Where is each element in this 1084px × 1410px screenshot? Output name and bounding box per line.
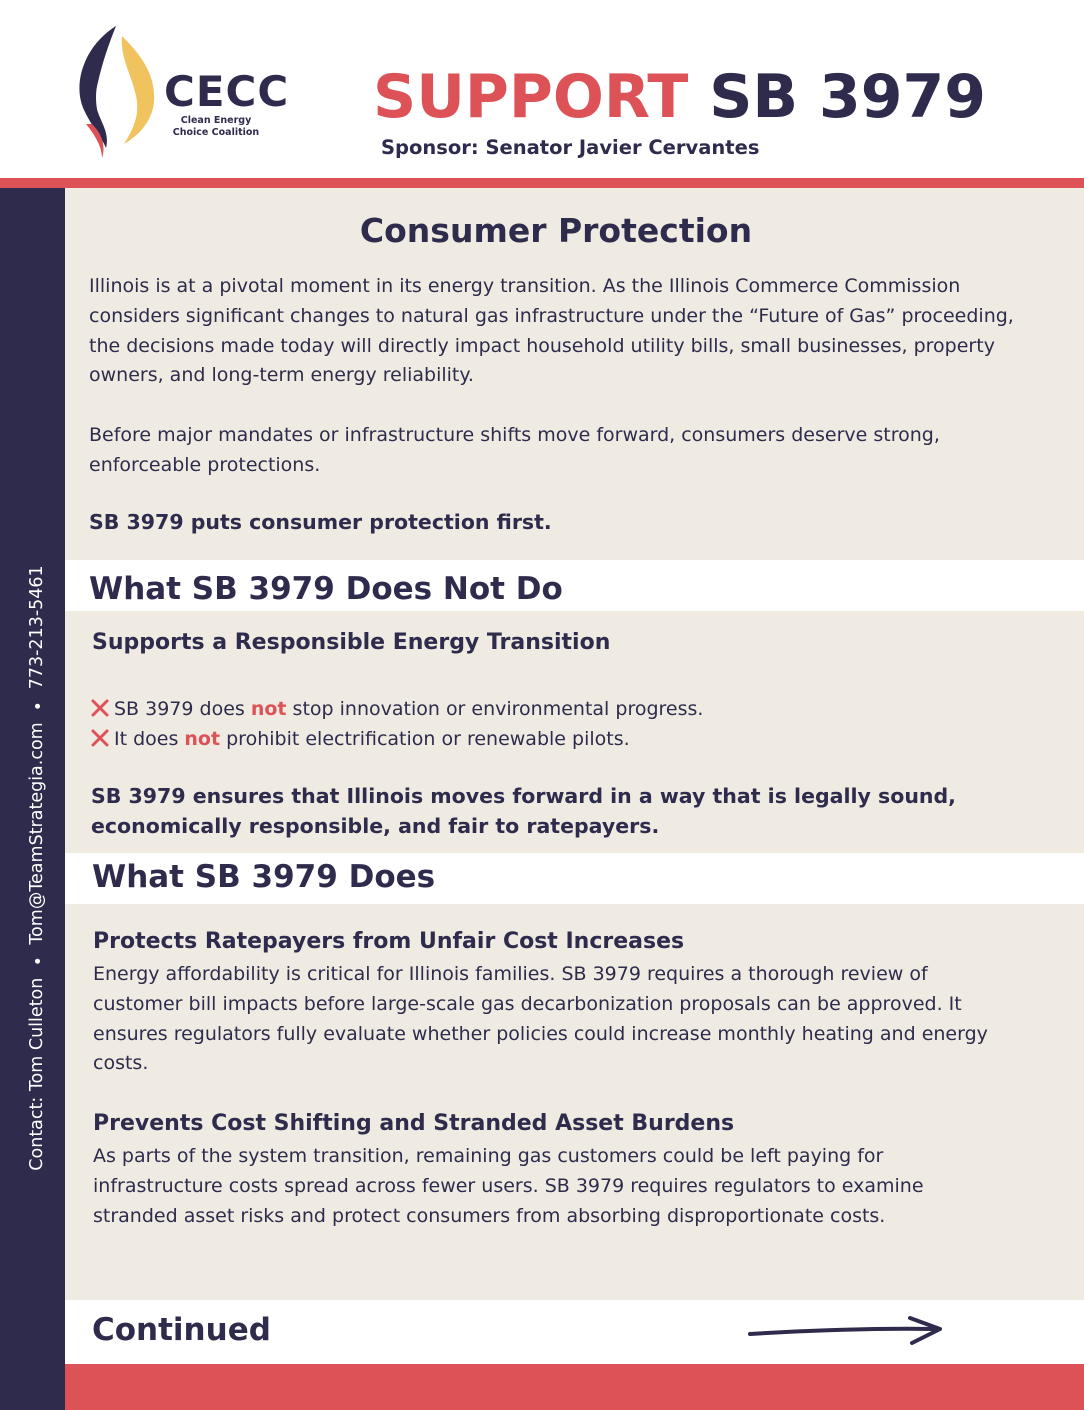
- consumer-first-statement: SB 3979 puts consumer protection first.: [89, 510, 552, 534]
- contact-name: Contact: Tom Culleton: [27, 977, 47, 1171]
- emphasis-not: not: [184, 728, 221, 750]
- transition-statement: SB 3979 ensures that Illinois moves forward in a way that is legally sound, economically responsible, and fair to ratepayers.: [91, 784, 956, 838]
- does-heading: What SB 3979 Does: [92, 859, 436, 895]
- sponsor-line: Sponsor: Senator Javier Cervantes: [381, 136, 760, 159]
- arrow-right-icon[interactable]: [744, 1310, 950, 1350]
- logo-subtitle: Clean Energy Choice Coalition: [172, 115, 260, 138]
- responsible-transition-subheading: Supports a Responsible Energy Transition: [92, 630, 611, 655]
- does-not-heading: What SB 3979 Does Not Do: [89, 571, 563, 607]
- cost-shifting-subheading: Prevents Cost Shifting and Stranded Asset Burdens: [93, 1111, 735, 1136]
- list-item: SB 3979 does not stop innovation or environmental progress.: [91, 694, 703, 724]
- separator-dot: [35, 959, 40, 964]
- continued-label: Continued: [92, 1312, 271, 1348]
- page-header: [0, 0, 1084, 178]
- flame-logo-icon: [76, 24, 166, 159]
- footer-bar: [65, 1364, 1084, 1410]
- contact-email[interactable]: Tom@TeamStrategia.com: [27, 722, 47, 945]
- headline-support: SUPPORT: [373, 62, 689, 132]
- headline: [373, 58, 986, 136]
- contact-phone[interactable]: 773-213-5461: [27, 565, 47, 690]
- header-divider: [0, 178, 1084, 188]
- consumer-protection-heading: Consumer Protection: [359, 211, 753, 250]
- contact-info: [27, 565, 47, 1170]
- does-not-list: [91, 694, 703, 754]
- ratepayers-subheading: Protects Ratepayers from Unfair Cost Increases: [93, 929, 685, 954]
- cecc-logo: [76, 24, 290, 159]
- headline-bill: SB 3979: [709, 62, 987, 132]
- separator-dot: [35, 703, 40, 708]
- x-mark-icon: [91, 699, 109, 717]
- emphasis-not: not: [250, 698, 287, 720]
- logo-name: CECC: [164, 67, 290, 116]
- list-item: It does not prohibit electrification or renewable pilots.: [91, 724, 703, 754]
- ratepayers-paragraph: Energy affordability is critical for Illinois families. SB 3979 requires a thorough review of customer bill impacts before large-scale gas decarbonization proposals can be approved. It ensures regulators fully evaluate whether policies could increase monthly heating and energy costs.: [93, 963, 988, 1075]
- x-mark-icon: [91, 729, 109, 747]
- intro-paragraph: Illinois is at a pivotal moment in its energy transition. As the Illinois Commerce Commission considers significant changes to natural gas infrastructure under the “Future of Gas” proceeding, the decisions made today will directly impact household utility bills, small businesses, property owners, and long-term energy reliability.: [89, 275, 1014, 387]
- cost-shifting-paragraph: As parts of the system transition, remaining gas customers could be left paying for infrastructure costs spread across fewer users. SB 3979 requires regulators to examine stranded asset risks and protect consumers from absorbing disproportionate costs.: [93, 1145, 924, 1227]
- protections-paragraph: Before major mandates or infrastructure shifts move forward, consumers deserve strong, enforceable protections.: [89, 424, 940, 476]
- contact-sidebar: [0, 188, 65, 1410]
